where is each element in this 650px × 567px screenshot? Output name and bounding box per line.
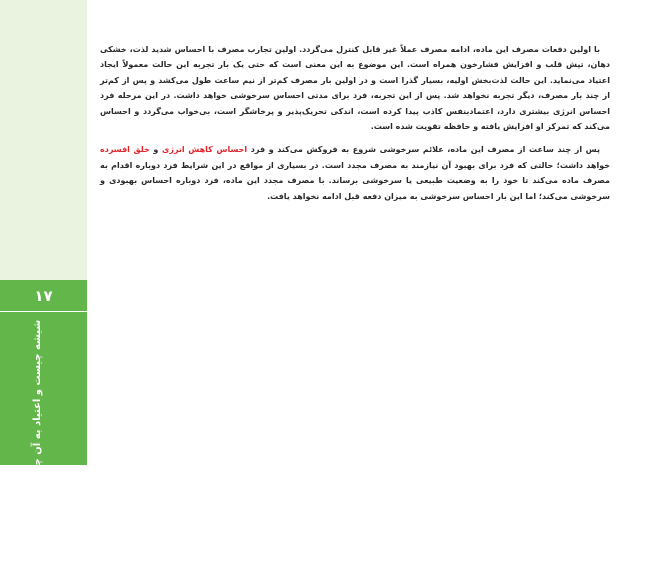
sidebar-light-band <box>0 0 87 280</box>
sidebar-divider <box>0 311 87 312</box>
paragraph-2 <box>100 142 610 204</box>
chapter-title: شیشه چیست و اعتیاد به آن چگونه درمان می‌شود؟ <box>32 320 43 567</box>
paragraph-2-part-1: پس از چند ساعت از مصرف این ماده، علائم سرخوشی شروع به فروکش می‌کند و فرد <box>247 145 600 155</box>
paragraph-2-part-3: خواهد داشت؛ حالتی که فرد برای بهبود آن نیازمند به مصرف مجدد است. در بسیاری از مواقع در این شرایط فرد دوباره اقدام به مصرف ماده می‌کند تا خود را به وضعیت طبیعی یا سرخوشی برساند. با مصرف مجدد این ماده، فرد دوباره احساس بهبودی و سرخوشی می‌کند؛ اما این بار احساس سرخوشی به میزان دفعه قبل ادامه نخواهد یافت. <box>100 160 610 201</box>
main-content <box>100 42 610 212</box>
paragraph-2-part-2: و <box>149 145 163 155</box>
page-number: ۱۷ <box>34 287 53 305</box>
highlight-reduced-energy: احساس کاهش انرژی <box>162 145 248 155</box>
paragraph-1: با اولین دفعات مصرف این ماده، ادامه مصرف عملاً غیر قابل کنترل می‌گردد. اولین تجارب مصرف با احساس شدید لذت، خشکی دهان، تپش قلب و افزایش فشارخون همراه است. این موضوع به این معنی است که حتی یک بار تجربه این حالت معمولاً ایجاد اعتیاد می‌نماید. این حالت لذت‌بخش اولیه، بسیار گذرا است و در اولین بار مصرف کم‌تر از نیم ساعت طول می‌کشد و پس از کم‌تر از چند بار مصرف، دیگر تجربه نخواهد شد. پس از این تجربه، فرد برای مدتی احساس سرخوشی خواهد داشت. در این مرحله فرد احساس انرژی بیشتری دارد، اعتمادبنفس کاذب پیدا کرده است، اندکی تحریک‌پذیر و پرخاشگر است، بی‌خواب می‌گردد و احساس می‌کند که تمرکز او افزایش یافته و حافظه تقویت شده است. <box>100 45 610 132</box>
highlight-depressed-mood: خلق افسرده <box>100 145 150 155</box>
sidebar <box>0 0 87 567</box>
